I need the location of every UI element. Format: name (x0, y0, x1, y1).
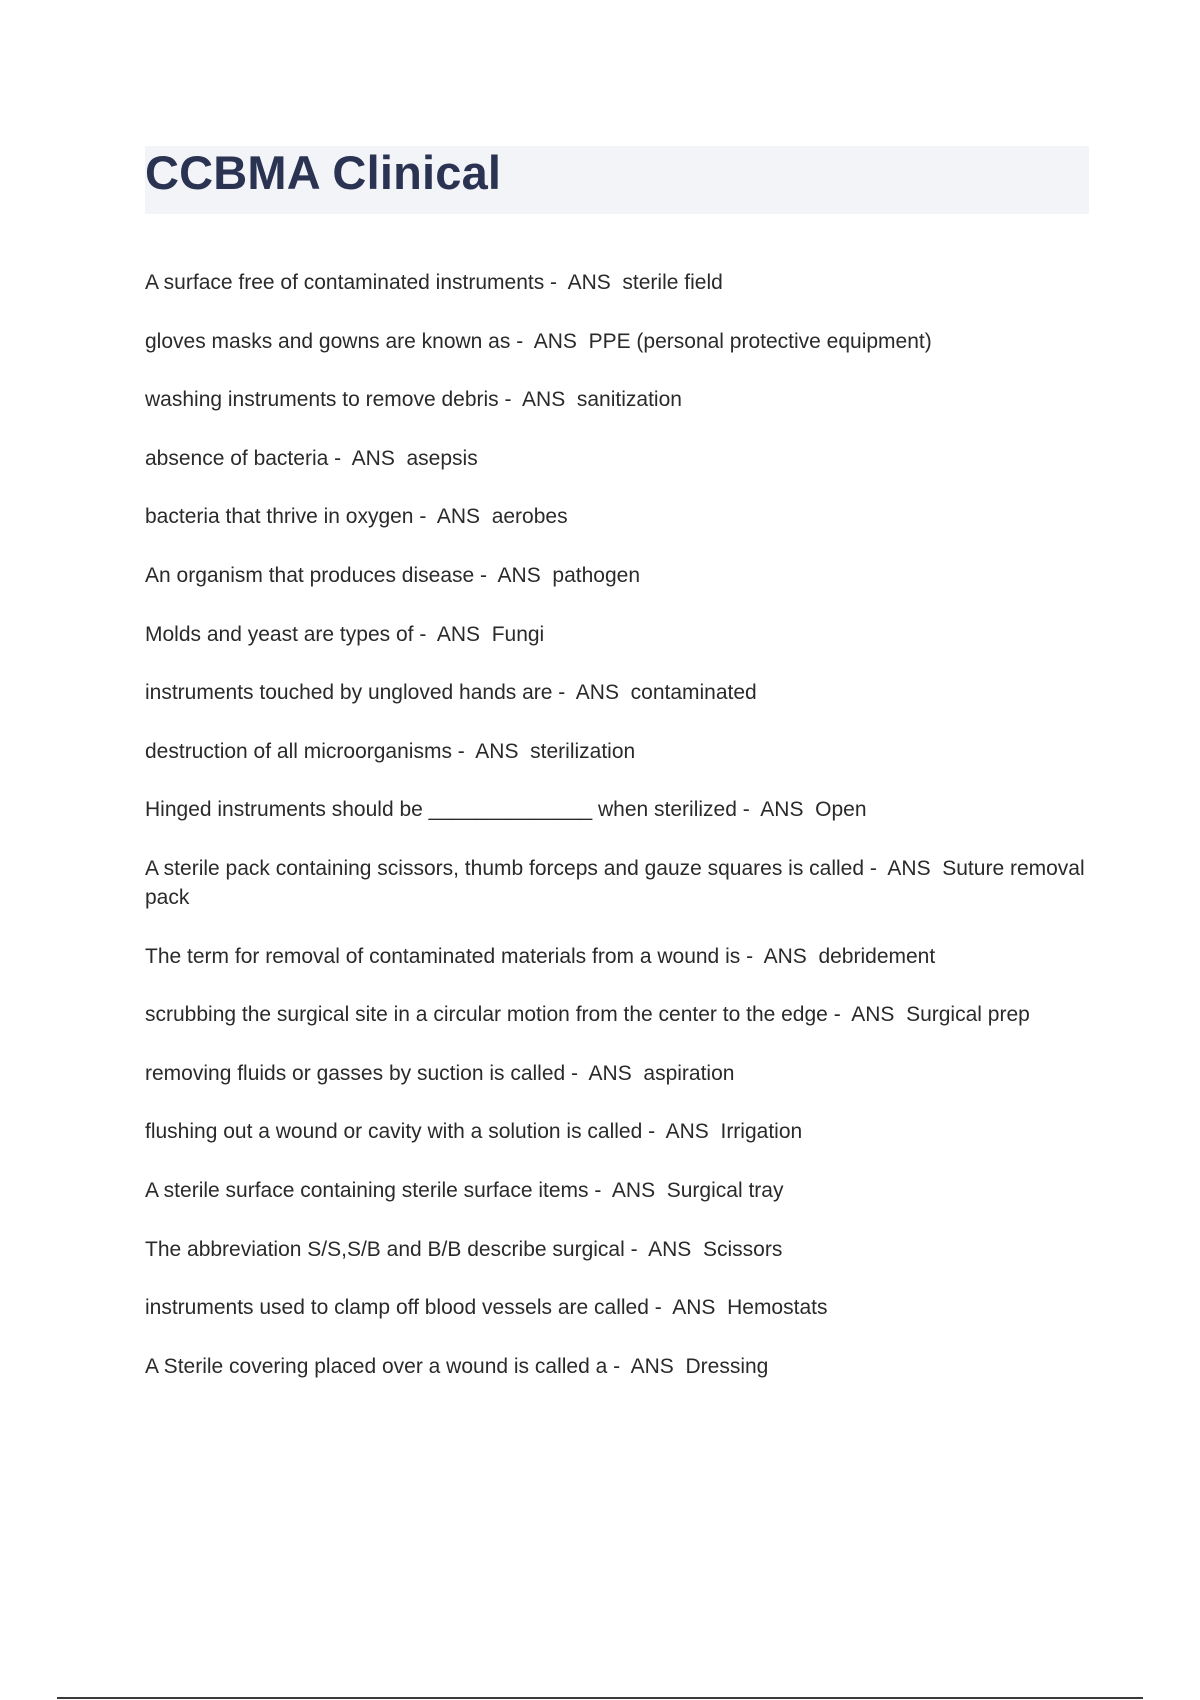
answer-text: Open (815, 798, 867, 822)
answer-marker: ANS (611, 1178, 656, 1202)
question-text: gloves masks and gowns are known as (145, 329, 511, 353)
qa-item: A sterile pack containing scissors, thumb forceps and gauze squares is called - ANS Suture removal pack (145, 856, 1091, 909)
question-text: destruction of all microorganisms (145, 739, 452, 763)
qa-item: flushing out a wound or cavity with a solution is called - ANS Irrigation (145, 1120, 803, 1144)
question-text: scrubbing the surgical site in a circular motion from the center to the edge (145, 1003, 828, 1027)
question-text: The abbreviation S/S,S/B and B/B describe surgical (145, 1237, 625, 1261)
question-text: bacteria that thrive in oxygen (145, 505, 414, 529)
answer-text: contaminated (630, 681, 757, 705)
answer-marker: ANS (588, 1061, 632, 1085)
answer-text: Surgical prep (906, 1003, 1030, 1027)
answer-marker: ANS (351, 446, 395, 470)
answer-text: Surgical tray (666, 1178, 784, 1202)
question-text: A sterile surface containing sterile surface items (145, 1178, 589, 1202)
question-text: A Sterile covering placed over a wound is called a (145, 1354, 608, 1378)
question-text: Hinged instruments should be ______________ when sterilized (145, 798, 737, 822)
qa-item: A surface free of contaminated instruments - ANS sterile field (145, 271, 723, 294)
qa-item: A Sterile covering placed over a wound is called a - ANS Dressing (145, 1354, 769, 1378)
answer-text: Suture removal pack (145, 856, 1091, 909)
answer-marker: ANS (436, 505, 481, 529)
qa-item: A sterile surface containing sterile surface items - ANS Surgical tray (145, 1178, 784, 1202)
question-text: A sterile pack containing scissors, thumb forceps and gauze squares is called (145, 856, 865, 880)
question-text: Molds and yeast are types of (145, 622, 414, 646)
qa-item: instruments touched by ungloved hands are - ANS contaminated (145, 681, 757, 705)
answer-marker: ANS (575, 681, 619, 705)
question-text: instruments used to clamp off blood vessels are called (145, 1296, 649, 1320)
qa-item: The abbreviation S/S,S/B and B/B describe surgical - ANS Scissors (145, 1237, 783, 1261)
question-text: washing instruments to remove debris (145, 388, 499, 412)
answer-text: sterile field (622, 271, 723, 294)
answer-marker: ANS (630, 1354, 674, 1378)
answer-marker: ANS (665, 1120, 709, 1144)
question-text: A surface free of contaminated instruments (145, 271, 545, 294)
question-text: removing fluids or gasses by suction is called (145, 1061, 566, 1085)
question-text: instruments touched by ungloved hands are (145, 681, 553, 705)
answer-text: PPE (personal protective equipment) (588, 329, 932, 353)
answer-marker: ANS (522, 388, 566, 412)
answer-marker: ANS (760, 798, 804, 822)
page-title: CCBMA Clinical (145, 146, 502, 199)
answer-text: sanitization (576, 388, 682, 412)
title-band (145, 146, 1089, 214)
qa-item: Hinged instruments should be ______________ when sterilized - ANS Open (145, 798, 867, 822)
qa-item: washing instruments to remove debris - ANS sanitization (145, 388, 682, 412)
qa-item: gloves masks and gowns are known as - ANS PPE (personal protective equipment) (145, 329, 932, 353)
answer-text: Hemostats (727, 1296, 828, 1320)
question-text: absence of bacteria (145, 446, 329, 470)
answer-marker: ANS (436, 622, 481, 646)
qa-item: destruction of all microorganisms - ANS sterilization (145, 739, 636, 763)
answer-marker: ANS (533, 329, 577, 353)
answer-marker: ANS (475, 739, 519, 763)
qa-item: removing fluids or gasses by suction is called - ANS aspiration (145, 1061, 735, 1085)
answer-text: Scissors (702, 1237, 783, 1261)
answer-marker: ANS (851, 1003, 895, 1027)
answer-marker: ANS (763, 944, 807, 968)
answer-marker: ANS (567, 271, 611, 294)
question-text: flushing out a wound or cavity with a solution is called (145, 1120, 643, 1144)
answer-text: Irrigation (720, 1120, 803, 1144)
qa-item: instruments used to clamp off blood vessels are called - ANS Hemostats (145, 1296, 828, 1320)
answer-marker: ANS (497, 563, 541, 587)
qa-item: scrubbing the surgical site in a circular motion from the center to the edge - ANS Surgical prep (145, 1003, 1030, 1027)
question-text: An organism that produces disease (145, 563, 475, 587)
qa-list (145, 268, 1095, 1410)
qa-item: absence of bacteria - ANS asepsis (145, 446, 478, 470)
answer-marker: ANS (648, 1237, 692, 1261)
qa-item: An organism that produces disease - ANS pathogen (145, 563, 640, 587)
answer-text: Fungi (491, 622, 545, 646)
answer-marker: ANS (887, 856, 931, 880)
answer-marker: ANS (672, 1296, 716, 1320)
answer-text: Dressing (685, 1354, 769, 1378)
page-footer-rule (57, 1697, 1143, 1699)
qa-item: The term for removal of contaminated materials from a wound is - ANS debridement (145, 944, 936, 968)
answer-text: asepsis (406, 446, 478, 470)
qa-item: bacteria that thrive in oxygen - ANS aerobes (145, 505, 568, 529)
answer-text: aerobes (491, 505, 568, 529)
qa-item: Molds and yeast are types of - ANS Fungi (145, 622, 545, 646)
question-text: The term for removal of contaminated materials from a wound is (145, 944, 741, 968)
answer-text: sterilization (530, 739, 636, 763)
answer-text: aspiration (643, 1061, 735, 1085)
answer-text: debridement (818, 944, 936, 968)
answer-text: pathogen (552, 563, 640, 587)
